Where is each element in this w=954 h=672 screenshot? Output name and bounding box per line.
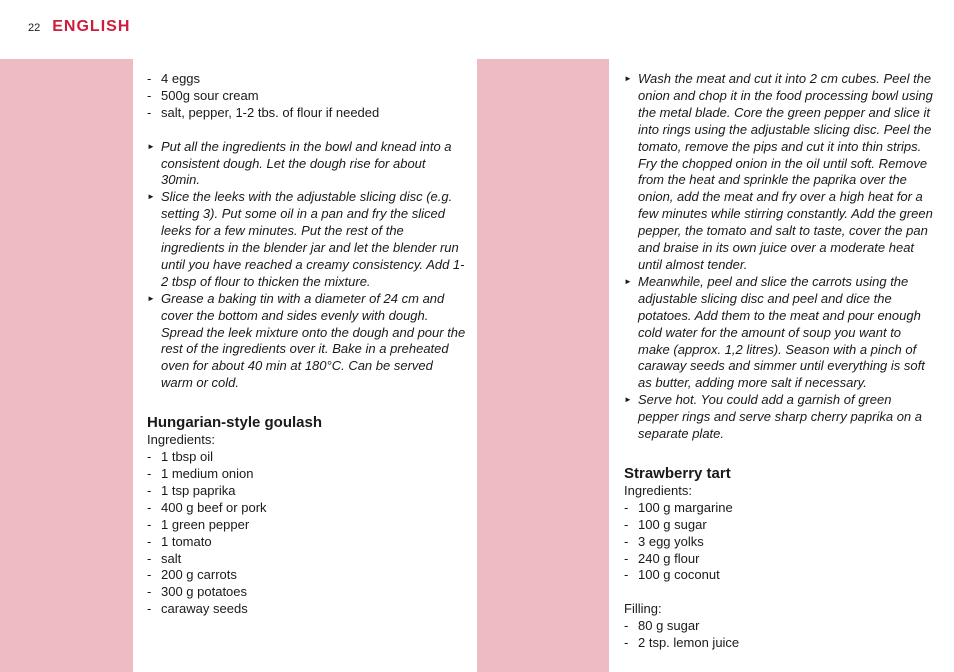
- instruction-step: ► Slice the leeks with the adjustable slicing disc (e.g. setting 3). Put some oil in a pan and fry the sliced leeks for a few minutes. Put the rest of the ingredients in the blender jar and let the blender run until you have reached a creamy consistency. Add 1-2 tbsp of flour to thicken the mixture.: [147, 189, 465, 289]
- filling-list: [624, 618, 934, 652]
- right-column: [624, 71, 934, 652]
- list-item: - 240 g flour: [624, 551, 934, 568]
- list-item: - 3 egg yolks: [624, 534, 934, 551]
- ingredient-list: [624, 500, 934, 585]
- list-item: - 100 g coconut: [624, 567, 934, 584]
- ingredients-label: Ingredients:: [147, 432, 215, 448]
- arrow-bullet-icon: ►: [624, 395, 632, 405]
- list-item: - caraway seeds: [147, 601, 467, 618]
- arrow-bullet-icon: ►: [624, 276, 632, 286]
- arrow-bullet-icon: ►: [147, 293, 155, 303]
- list-item: - salt, pepper, 1-2 tbs. of flour if needed: [147, 105, 467, 122]
- page-header: [28, 18, 130, 38]
- page-number: 22: [28, 22, 41, 34]
- list-item: - 200 g carrots: [147, 567, 467, 584]
- arrow-bullet-icon: ►: [147, 192, 155, 202]
- list-item: - salt: [147, 551, 467, 568]
- ingredients-label: Ingredients:: [624, 482, 692, 498]
- middle-margin-band: [477, 59, 609, 672]
- filling-label: Filling:: [624, 601, 662, 617]
- list-item: - 2 tsp. lemon juice: [624, 635, 934, 652]
- ingredient-list: [147, 449, 467, 618]
- recipe-title: Strawberry tart: [624, 464, 731, 482]
- list-item: - 100 g sugar: [624, 517, 934, 534]
- instruction-step: ► Put all the ingredients in the bowl and knead into a consistent dough. Let the dough rise for about 30min.: [147, 138, 452, 188]
- arrow-bullet-icon: ►: [147, 141, 155, 151]
- arrow-bullet-icon: ►: [624, 74, 632, 83]
- recipe-title: Hungarian-style goulash: [147, 414, 323, 432]
- list-item: - 400 g beef or pork: [147, 500, 467, 517]
- instruction-step: ► Grease a baking tin with a diameter of 24 cm and cover the bottom and sides evenly with dough. Spread the leek mixture onto the dough and pour the rest of the ingredients over it. Bake in a preheated oven for about 40 min at 180°C. Can be served warm or cold.: [147, 290, 466, 391]
- list-item: - 100 g margarine: [624, 500, 934, 517]
- list-item: - 1 tsp paprika: [147, 483, 467, 500]
- left-column: [147, 71, 467, 618]
- ingredient-list-continued: [147, 71, 467, 122]
- section-title: ENGLISH: [52, 18, 131, 35]
- list-item: - 1 green pepper: [147, 517, 467, 534]
- list-item: - 300 g potatoes: [147, 584, 467, 601]
- list-item: - 500g sour cream: [147, 88, 467, 105]
- instruction-step: ► Wash the meat and cut it into 2 cm cubes. Peel the onion and chop it in the food processing bowl using the metal blade. Core the green pepper and slice it into rings using the adjustable slicing disc. Peel the tomato, remove the pips and cut it into thin strips. Fry the chopped onion in the oil until soft. Remove from the heat and sprinkle the paprika over the onion, add the meat and fry over a high heat for a few minutes while stirring constantly. Add the green pepper, the tomato and salt to taste, cover the pan and braise in its own juice over a moderate heat until almost tender.: [624, 71, 933, 272]
- list-item: - 80 g sugar: [624, 618, 934, 635]
- instruction-list: [624, 71, 934, 443]
- list-item: - 1 tbsp oil: [147, 449, 467, 466]
- instruction-step: ► Meanwhile, peel and slice the carrots using the adjustable slicing disc and peel and dice the potatoes. Add them to the meat and pour enough cold water for the amount of soup you want to make (approx. 1,2 litres). Season with a pinch of caraway seeds and simmer until everything is soft as butter, adding more salt if necessary.: [624, 273, 925, 391]
- left-margin-band: [0, 59, 133, 672]
- instruction-list: [147, 139, 467, 393]
- list-item: - 1 tomato: [147, 534, 467, 551]
- list-item: - 4 eggs: [147, 71, 467, 88]
- list-item: - 1 medium onion: [147, 466, 467, 483]
- instruction-step: ► Serve hot. You could add a garnish of green pepper rings and serve sharp cherry paprika on a separate plate.: [624, 392, 922, 442]
